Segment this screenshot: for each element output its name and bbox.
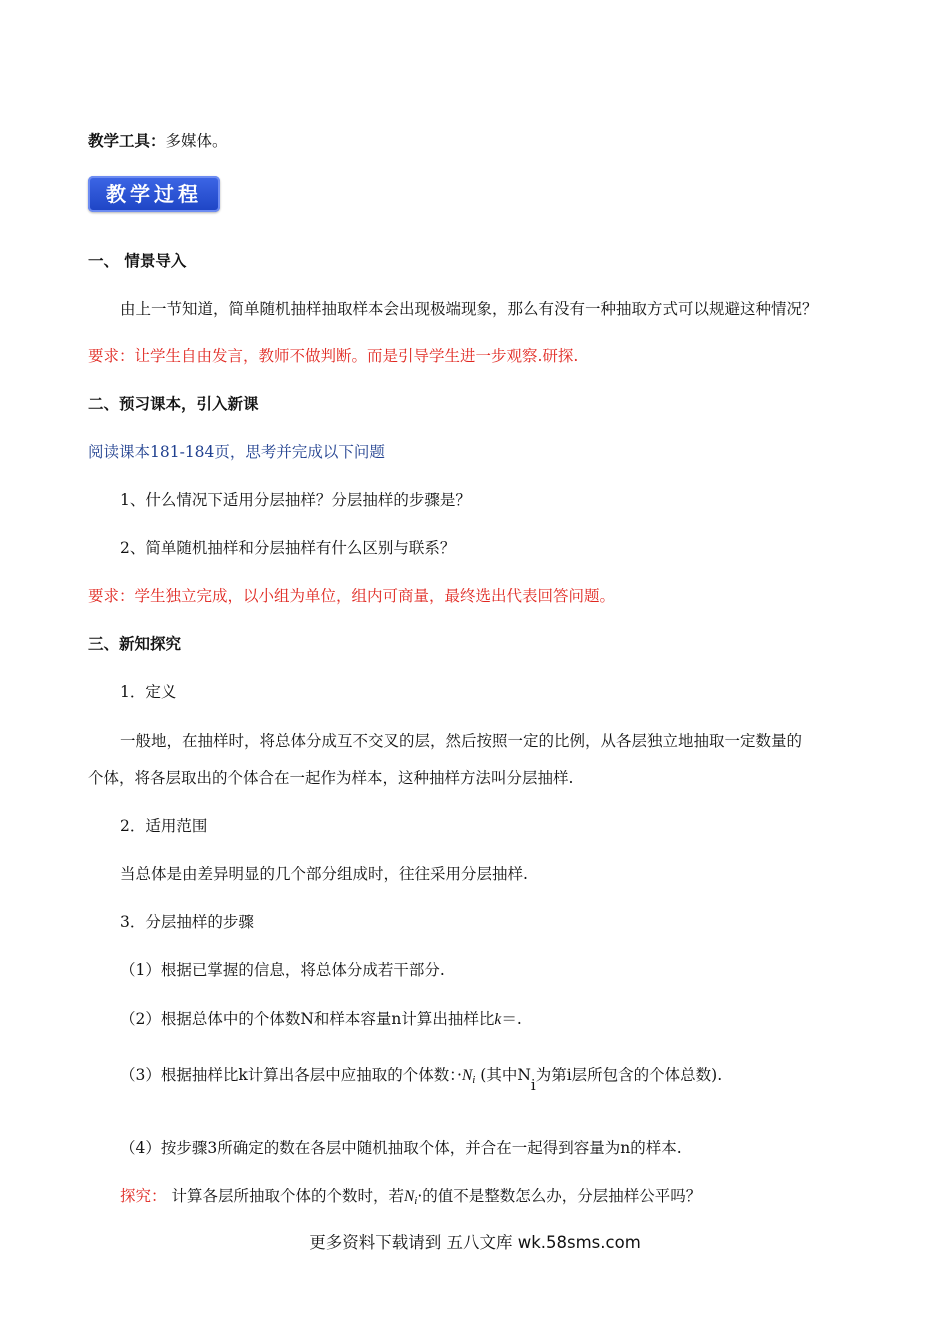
section-1-heading: 一、 情景导入	[88, 252, 187, 270]
scope-title: 2．适用范围	[120, 817, 208, 835]
step-2-math-k: k	[494, 1011, 502, 1028]
step-3-middle: (其中N	[475, 1066, 531, 1084]
question-2: 2、简单随机抽样和分层抽样有什么区别与联系？	[120, 539, 456, 557]
teaching-tools-label: 教学工具：	[88, 132, 166, 150]
step-2	[120, 1009, 522, 1030]
section-2-heading: 二、预习课本，引入新课	[88, 395, 259, 413]
step-2-equals: ＝.	[501, 1010, 522, 1028]
teaching-tools-line	[88, 131, 228, 151]
definition-line-2: 个体，将各层取出的个体合在一起作为样本，这种抽样方法叫分层抽样.	[88, 769, 574, 787]
teaching-tools-value: 多媒体。	[165, 132, 228, 150]
section-2-requirement: 要求：学生独立完成，以小组为单位，组内可商量，最终选出代表回答问题。	[88, 587, 616, 605]
section-3-heading: 三、新知探究	[88, 635, 182, 653]
definition-title: 1．定义	[120, 683, 177, 701]
explore-text: 计算各层所抽取个体的个数时，若	[166, 1187, 404, 1205]
section-1-paragraph: 由上一节知道，简单随机抽样抽取样本会出现极端现象，那么有没有一种抽取方式可以规避这种情况？	[120, 300, 818, 318]
question-1: 1、什么情况下适用分层抽样？分层抽样的步骤是？	[120, 491, 471, 509]
explore-line	[120, 1186, 701, 1211]
explore-tail: ·的值不是整数怎么办，分层抽样公平吗？	[417, 1187, 702, 1205]
step-4: （4）按步骤3所确定的数在各层中随机抽取个体，并合在一起得到容量为n的样本.	[120, 1139, 682, 1157]
explore-math-i: i	[414, 1195, 418, 1207]
explore-label: 探究：	[120, 1187, 167, 1205]
reading-instruction: 阅读课本181-184页，思考并完成以下问题	[88, 443, 385, 461]
step-1: （1）根据已掌握的信息，将总体分成若干部分.	[120, 961, 445, 979]
step-3	[120, 1065, 722, 1095]
steps-title: 3．分层抽样的步骤	[120, 913, 254, 931]
section-badge: 教学过程	[88, 176, 220, 212]
step-3-subscript: i	[530, 1076, 536, 1094]
footer-link[interactable]: 更多资料下载请到 五八文库 wk.58sms.com	[309, 1233, 641, 1252]
step-3-math-i: i	[472, 1074, 476, 1086]
definition-line-1: 一般地，在抽样时，将总体分成互不交叉的层，然后按照一定的比例，从各层独立地抽取一定数量的	[120, 732, 803, 750]
scope-text: 当总体是由差异明显的几个部分组成时，往往采用分层抽样.	[120, 865, 528, 883]
step-3-math-N: N	[461, 1067, 473, 1084]
step-3-tail: 为第i层所包含的个体总数).	[535, 1066, 723, 1084]
step-3-text: （3）根据抽样比k计算出各层中应抽取的个体数：·	[120, 1066, 462, 1084]
explore-math-N: N	[403, 1188, 415, 1205]
section-1-requirement: 要求：让学生自由发言，教师不做判断。而是引导学生进一步观察.研探.	[88, 347, 579, 365]
step-2-text: （2）根据总体中的个体数N和样本容量n计算出抽样比	[120, 1010, 495, 1028]
